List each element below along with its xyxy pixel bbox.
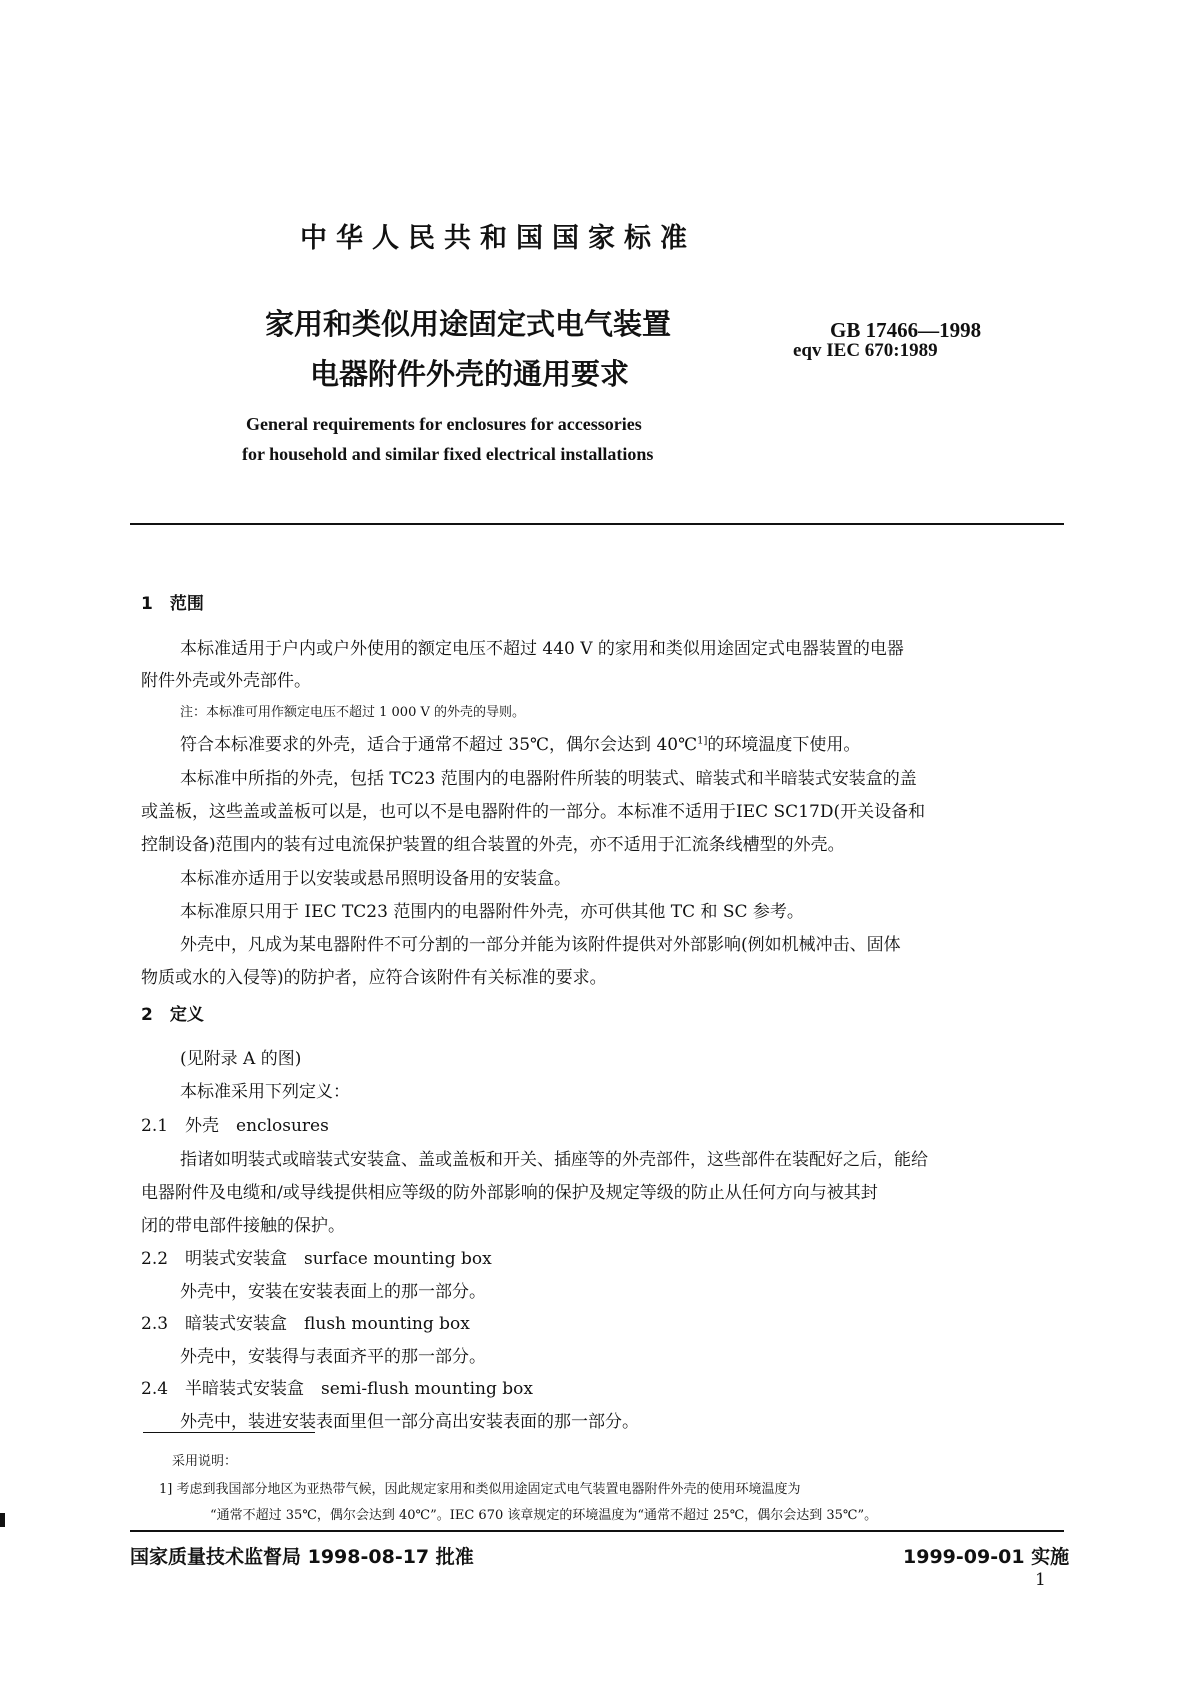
footnote-title: 采用说明： xyxy=(172,1454,238,1469)
section1-p5: 本标准原只用于 IEC TC23 范围内的电器附件外壳，亦可供其他 TC 和 SC 参考。 xyxy=(180,902,804,922)
section1-p2 xyxy=(180,730,860,755)
section1-p2-before: 符合本标准要求的外壳，适合于通常不超过 35℃，偶尔会达到 40℃ xyxy=(180,735,698,755)
section1-p4: 本标准亦适用于以安装或悬吊照明设备用的安装盒。 xyxy=(180,869,571,889)
section1-heading: 1 范围 xyxy=(141,594,204,614)
def2-term: 2.2 明装式安装盒 surface mounting box xyxy=(141,1249,492,1269)
section1-note: 注：本标准可用作额定电压不超过 1 000 V 的外壳的导则。 xyxy=(180,705,526,720)
scan-margin-mark xyxy=(0,1513,5,1527)
approval-line: 国家质量技术监督局 1998-08-17 批准 xyxy=(130,1546,474,1568)
footnote-ref: 1] xyxy=(697,735,708,747)
page-number: 1 xyxy=(1035,1570,1046,1590)
footnote-line2: “通常不超过 35℃，偶尔会达到 40℃”。IEC 670 该章规定的环境温度为“通常不超过 25℃，偶尔会达到 35℃”。 xyxy=(210,1508,878,1523)
section1-p2-after: 的环境温度下使用。 xyxy=(707,735,861,755)
def1-line1: 指诸如明装式或暗装式安装盒、盖或盖板和开关、插座等的外壳部件，这些部件在装配好之后，能给 xyxy=(180,1150,928,1170)
def1-line3: 闭的带电部件接触的保护。 xyxy=(141,1216,345,1236)
title-cn-line1: 家用和类似用途固定式电气装置 xyxy=(265,307,672,341)
def2-text: 外壳中，安装在安装表面上的那一部分。 xyxy=(180,1282,486,1302)
title-en-line1: General requirements for enclosures for accessories xyxy=(246,414,642,434)
section1-p3-line1: 本标准中所指的外壳，包括 TC23 范围内的电器附件所装的明装式、暗装式和半暗装式安装盒的盖 xyxy=(180,769,917,789)
def3-text: 外壳中，安装得与表面齐平的那一部分。 xyxy=(180,1347,486,1367)
equivalent-standard: eqv IEC 670:1989 xyxy=(793,340,938,361)
section1-p1-line1: 本标准适用于户内或户外使用的额定电压不超过 440 V 的家用和类似用途固定式电器装置的电器 xyxy=(180,639,904,659)
implementation-date: 1999-09-01 实施 xyxy=(903,1546,1070,1568)
def4-text: 外壳中，装进安装表面里但一部分高出安装表面的那一部分。 xyxy=(180,1412,639,1432)
standard-number: GB 17466—1998 xyxy=(830,318,982,342)
national-standard-title: 中华人民共和国国家标准 xyxy=(300,223,696,254)
footnote-line1: 1] 考虑到我国部分地区为亚热带气候，因此规定家用和类似用途固定式电气装置电器附件外壳的使用环境温度为 xyxy=(159,1482,801,1497)
def1-term: 2.1 外壳 enclosures xyxy=(141,1116,329,1136)
header-divider xyxy=(130,523,1064,525)
section2-intro: 本标准采用下列定义： xyxy=(180,1082,350,1102)
def1-line2: 电器附件及电缆和/或导线提供相应等级的防外部影响的保护及规定等级的防止从任何方向与被其封 xyxy=(141,1183,878,1203)
section1-p1-line2: 附件外壳或外壳部件。 xyxy=(141,671,311,691)
footer-divider xyxy=(130,1530,1064,1532)
title-cn-line2: 电器附件外壳的通用要求 xyxy=(310,357,630,391)
footnote-divider xyxy=(143,1432,315,1433)
section1-p3-line2: 或盖板，这些盖或盖板可以是，也可以不是电器附件的一部分。本标准不适用于IEC SC17D(开关设备和 xyxy=(141,802,926,822)
section1-p6-line2: 物质或水的入侵等)的防护者，应符合该附件有关标准的要求。 xyxy=(141,968,607,988)
section2-see-annex: (见附录 A 的图) xyxy=(180,1049,302,1069)
title-en-line2: for household and similar fixed electrical installations xyxy=(242,444,654,464)
section1-p6-line1: 外壳中，凡成为某电器附件不可分割的一部分并能为该附件提供对外部影响(例如机械冲击、固体 xyxy=(180,935,901,955)
def4-term: 2.4 半暗装式安装盒 semi-flush mounting box xyxy=(141,1379,533,1399)
def3-term: 2.3 暗装式安装盒 flush mounting box xyxy=(141,1314,470,1334)
section2-heading: 2 定义 xyxy=(141,1005,204,1025)
section1-p3-line3: 控制设备)范围内的装有过电流保护装置的组合装置的外壳，亦不适用于汇流条线槽型的外壳。 xyxy=(141,835,845,855)
